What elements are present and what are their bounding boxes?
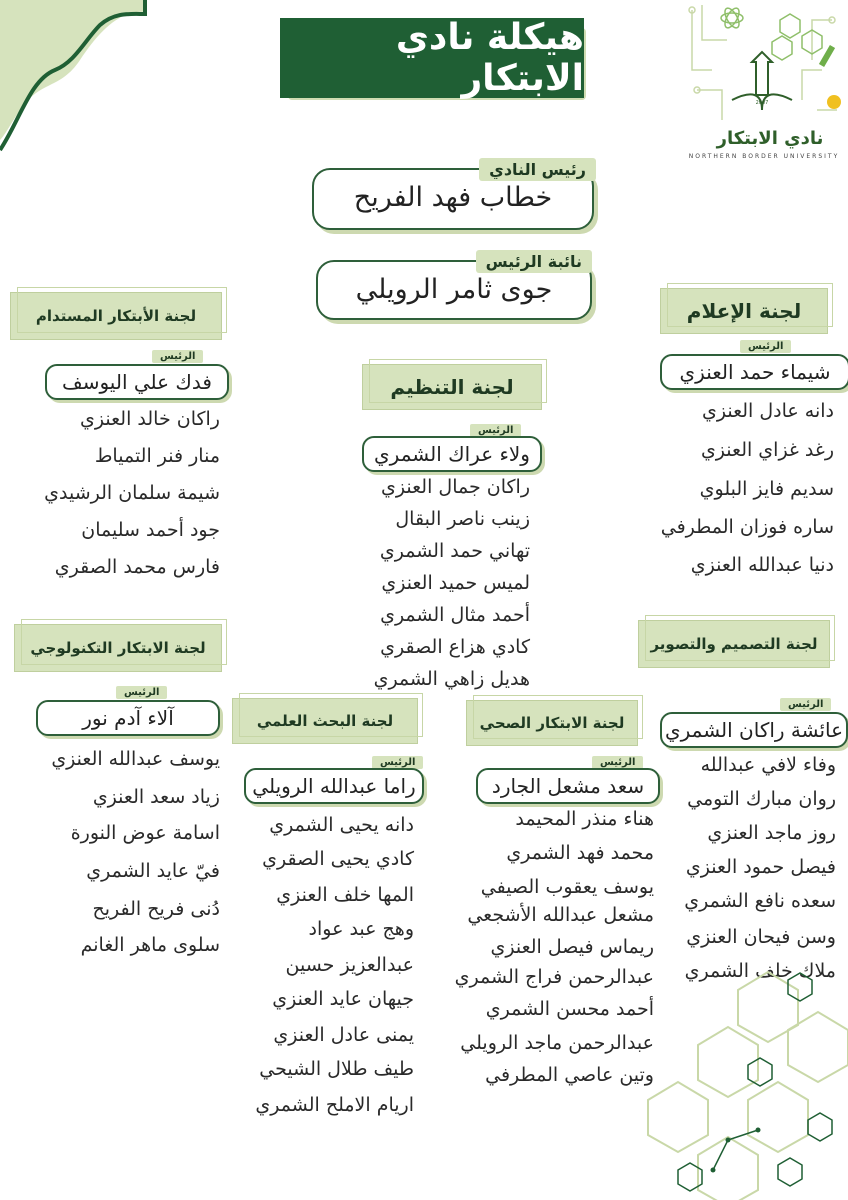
lightbulb-icon bbox=[827, 95, 841, 109]
member-research: دانه يحيى الشمري bbox=[269, 814, 414, 836]
president-label: رئيس النادي bbox=[479, 158, 596, 181]
vice-president-box bbox=[316, 252, 592, 320]
member-research: المها خلف العنزي bbox=[276, 884, 414, 906]
member-organizing: لميس حميد العنزي bbox=[381, 572, 530, 594]
member-media: سديم فايز البلوي bbox=[699, 478, 834, 500]
member-design: روز ماجد العنزي bbox=[707, 822, 836, 844]
member-health: هناء منذر المحيمد bbox=[515, 808, 654, 830]
member-research: اريام الاملح الشمري bbox=[255, 1094, 414, 1116]
chair-media: شيماء حمد العنزي bbox=[660, 354, 848, 390]
member-research: وهج عبد عواد bbox=[308, 918, 414, 940]
member-health: أحمد محسن الشمري bbox=[485, 998, 654, 1020]
member-design: وسن فيحان العنزي bbox=[686, 926, 836, 948]
member-organizing: أحمد مثال الشمري bbox=[380, 604, 530, 626]
member-research: طيف طلال الشيحي bbox=[259, 1058, 414, 1080]
member-health: وتين عاصي المطرفي bbox=[485, 1064, 654, 1086]
chair-label: الرئيس bbox=[740, 340, 791, 353]
member-design: ملاك خلف الشمري bbox=[684, 960, 836, 982]
committee-title-tech: لجنة الابتكار التكنولوجي bbox=[14, 624, 222, 672]
chair-label: الرئيس bbox=[470, 424, 521, 437]
member-tech: زياد سعد العنزي bbox=[92, 786, 220, 808]
president-name: خطاب فهد الفريح bbox=[353, 182, 553, 213]
member-organizing: تهاني حمد الشمري bbox=[379, 540, 530, 562]
member-media: ساره فوزان المطرفي bbox=[660, 516, 834, 538]
committee-title-sustainable: لجنة الأبتكار المستدام bbox=[10, 292, 222, 340]
member-research: جيهان عايد العنزي bbox=[272, 988, 414, 1010]
member-media: رغد غزاي العنزي bbox=[700, 439, 834, 461]
member-health: محمد فهد الشمري bbox=[506, 842, 654, 864]
logo-university: NORTHERN BORDER UNIVERSITY bbox=[688, 153, 840, 160]
member-sustainable: منار فنر التمياط bbox=[94, 445, 220, 467]
member-design: روان مبارك التومي bbox=[687, 788, 836, 810]
committee-title-media: لجنة الإعلام bbox=[660, 288, 828, 334]
president-box bbox=[312, 160, 594, 230]
page-title-box bbox=[280, 18, 585, 102]
member-tech: يوسف عبدالله العنزي bbox=[51, 748, 220, 770]
chair-label: الرئيس bbox=[372, 756, 423, 769]
atom-icon bbox=[721, 6, 743, 30]
member-sustainable: شيمة سلمان الرشيدي bbox=[44, 482, 220, 504]
member-research: عبدالعزيز حسين bbox=[285, 954, 414, 976]
chair-tech: آلاء آدم نور bbox=[36, 700, 220, 736]
member-tech: دُنى فريح الفريح bbox=[92, 898, 220, 920]
hexagon-decoration bbox=[638, 970, 848, 1200]
member-design: وفاء لافي عبدالله bbox=[700, 754, 836, 776]
committee-title-health: لجنة الابتكار الصحي bbox=[466, 700, 638, 746]
member-research: يمنى عادل العنزي bbox=[273, 1024, 414, 1046]
chair-research: راما عبدالله الرويلي bbox=[244, 768, 424, 804]
vice-president-label: نائبة الرئيس bbox=[476, 250, 592, 273]
committee-title-research: لجنة البحث العلمي bbox=[232, 698, 418, 744]
committee-title-organizing: لجنة التنظيم bbox=[362, 364, 542, 410]
member-health: مشعل عبدالله الأشجعي bbox=[467, 904, 654, 926]
book-icon bbox=[732, 52, 792, 110]
member-organizing: زينب ناصر البقال bbox=[395, 508, 530, 530]
svg-text:2007: 2007 bbox=[755, 100, 769, 106]
member-health: عبدالرحمن فراج الشمري bbox=[454, 966, 654, 988]
chair-design: عائشة راكان الشمري bbox=[660, 712, 848, 748]
member-health: يوسف يعقوب الصيفي bbox=[480, 876, 654, 898]
member-sustainable: جود أحمد سليمان bbox=[81, 519, 220, 541]
page-title: هيكلة نادي الابتكار bbox=[280, 18, 584, 98]
member-organizing: كادي هزاع الصقري bbox=[380, 636, 530, 658]
chair-sustainable: فدك علي اليوسف bbox=[45, 364, 229, 400]
chair-label: الرئيس bbox=[592, 756, 643, 769]
member-design: سعده نافع الشمري bbox=[684, 890, 836, 912]
member-research: كادي يحيى الصقري bbox=[262, 848, 414, 870]
member-health: عبدالرحمن ماجد الرويلي bbox=[460, 1032, 654, 1054]
committee-title-design: لجنة التصميم والتصوير bbox=[638, 620, 830, 668]
member-sustainable: راكان خالد العنزي bbox=[80, 408, 220, 430]
chair-label: الرئيس bbox=[152, 350, 203, 363]
member-media: دانه عادل العنزي bbox=[701, 400, 834, 422]
member-tech: سلوى ماهر الغانم bbox=[80, 934, 220, 956]
chair-organizing: ولاء عراك الشمري bbox=[362, 436, 542, 472]
member-tech: فيّ عايد الشمري bbox=[86, 860, 220, 882]
member-organizing: هديل زاهي الشمري bbox=[373, 668, 530, 690]
member-tech: اسامة عوض النورة bbox=[70, 822, 220, 844]
logo-name: نادي الابتكار bbox=[716, 128, 824, 149]
decorative-swoosh bbox=[0, 0, 160, 160]
member-sustainable: فارس محمد الصقري bbox=[54, 556, 220, 578]
chair-label: الرئيس bbox=[780, 698, 831, 711]
member-organizing: راكان جمال العنزي bbox=[381, 476, 530, 498]
member-design: فيصل حمود العنزي bbox=[685, 856, 836, 878]
member-health: ريماس فيصل العنزي bbox=[490, 936, 654, 958]
member-media: دنيا عبدالله العنزي bbox=[690, 554, 834, 576]
vice-president-name: جوى ثامر الرويلي bbox=[355, 274, 553, 305]
chair-health: سعد مشعل الجارد bbox=[476, 768, 660, 804]
chair-label: الرئيس bbox=[116, 686, 167, 699]
